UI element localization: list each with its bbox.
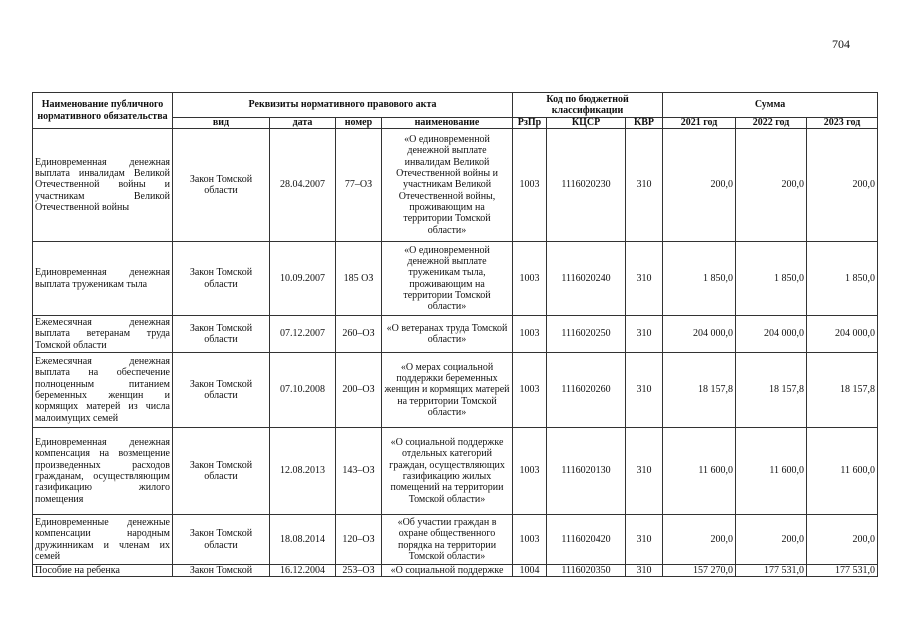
type-cell: Закон Томской области [173,428,270,515]
date-cell: 18.08.2014 [270,515,336,565]
kvr-cell: 310 [626,316,663,353]
kvr-cell: 310 [626,242,663,316]
header-2021: 2021 год [663,118,736,129]
rzpr-cell: 1003 [513,353,547,428]
page-number: 704 [832,37,850,51]
kcsr-cell: 1116020230 [547,129,626,242]
title-cell: «О единовременной денежной выплате инвалидам Великой Отечественной войны и участникам Великой Отечественной войны, проживающим на территории Томской области» [382,129,513,242]
kvr-cell: 310 [626,129,663,242]
number-cell: 260–ОЗ [336,316,382,353]
header-kcsr: КЦСР [547,118,626,129]
table-row [33,316,878,353]
kvr-cell: 310 [626,515,663,565]
sum-2022-cell: 204 000,0 [736,316,807,353]
sum-2022-cell: 18 157,8 [736,353,807,428]
number-cell: 200–ОЗ [336,353,382,428]
header-title: наименование [382,118,513,129]
table-row [33,353,878,428]
kvr-cell: 310 [626,565,663,577]
date-cell: 12.08.2013 [270,428,336,515]
number-cell: 77–ОЗ [336,129,382,242]
obligation-cell: Единовременная денежная выплата труженикам тыла [33,242,173,316]
kcsr-cell: 1116020250 [547,316,626,353]
date-cell: 16.12.2004 [270,565,336,577]
header-rzpr: РзПр [513,118,547,129]
obligation-cell: Ежемесячная денежная выплата на обеспечение полноценным питанием беременных женщин и кормящих матерей из числа малоимущих семей [33,353,173,428]
kcsr-cell: 1116020260 [547,353,626,428]
sum-2021-cell: 157 270,0 [663,565,736,577]
sum-2022-cell: 1 850,0 [736,242,807,316]
title-cell: «Об участии граждан в охране общественного порядка на территории Томской области» [382,515,513,565]
kvr-cell: 310 [626,428,663,515]
sum-2023-cell: 1 850,0 [807,242,878,316]
number-cell: 120–ОЗ [336,515,382,565]
type-cell: Закон Томской области [173,353,270,428]
type-cell: Закон Томской области [173,242,270,316]
type-cell: Закон Томской области [173,129,270,242]
sum-2021-cell: 204 000,0 [663,316,736,353]
number-cell: 185 ОЗ [336,242,382,316]
type-cell: Закон Томской области [173,316,270,353]
header-2022: 2022 год [736,118,807,129]
sum-2023-cell: 204 000,0 [807,316,878,353]
obligation-cell: Пособие на ребенка [33,565,173,577]
kcsr-cell: 1116020130 [547,428,626,515]
table-row [33,129,878,242]
sum-2021-cell: 11 600,0 [663,428,736,515]
kcsr-cell: 1116020240 [547,242,626,316]
sum-2023-cell: 200,0 [807,129,878,242]
table-row [33,565,878,577]
rzpr-cell: 1003 [513,316,547,353]
header-sum-group: Сумма [663,93,878,118]
header-date: дата [270,118,336,129]
header-budget-group: Код по бюджетной классификации [513,93,663,118]
rzpr-cell: 1003 [513,515,547,565]
sum-2023-cell: 177 531,0 [807,565,878,577]
header-kvr: КВР [626,118,663,129]
date-cell: 07.10.2008 [270,353,336,428]
date-cell: 28.04.2007 [270,129,336,242]
sum-2023-cell: 11 600,0 [807,428,878,515]
number-cell: 143–ОЗ [336,428,382,515]
table-row [33,428,878,515]
kcsr-cell: 1116020350 [547,565,626,577]
rzpr-cell: 1003 [513,129,547,242]
rzpr-cell: 1004 [513,565,547,577]
title-cell: «О социальной поддержке отдельных категорий граждан, осуществляющих газификацию жилых помещений на территории Томской области» [382,428,513,515]
rzpr-cell: 1003 [513,428,547,515]
kvr-cell: 310 [626,353,663,428]
title-cell: «О мерах социальной поддержки беременных женщин и кормящих матерей на территории Томской области» [382,353,513,428]
type-cell: Закон Томской [173,565,270,577]
sum-2021-cell: 1 850,0 [663,242,736,316]
obligation-cell: Единовременные денежные компенсации народным дружинникам и членам их семей [33,515,173,565]
type-cell: Закон Томской области [173,515,270,565]
title-cell: «О ветеранах труда Томской области» [382,316,513,353]
sum-2021-cell: 200,0 [663,515,736,565]
header-type: вид [173,118,270,129]
obligation-cell: Единовременная денежная компенсация на возмещение произведенных расходов гражданам, осуществляющим газификацию жилого помещения [33,428,173,515]
sum-2023-cell: 18 157,8 [807,353,878,428]
header-obligation: Наименование публичного нормативного обязательства [33,93,173,129]
table-row [33,242,878,316]
sum-2021-cell: 18 157,8 [663,353,736,428]
sum-2023-cell: 200,0 [807,515,878,565]
sum-2022-cell: 11 600,0 [736,428,807,515]
header-act-group: Реквизиты нормативного правового акта [173,93,513,118]
title-cell: «О социальной поддержке [382,565,513,577]
obligation-cell: Ежемесячная денежная выплата ветеранам труда Томской области [33,316,173,353]
header-2023: 2023 год [807,118,878,129]
table-row [33,515,878,565]
kcsr-cell: 1116020420 [547,515,626,565]
rzpr-cell: 1003 [513,242,547,316]
sum-2022-cell: 177 531,0 [736,565,807,577]
obligations-table [32,92,878,577]
date-cell: 07.12.2007 [270,316,336,353]
obligation-cell: Единовременная денежная выплата инвалидам Великой Отечественной войны и участникам Великой Отечественной войны [33,129,173,242]
sum-2022-cell: 200,0 [736,129,807,242]
date-cell: 10.09.2007 [270,242,336,316]
header-row [33,93,878,118]
number-cell: 253–ОЗ [336,565,382,577]
header-number: номер [336,118,382,129]
sum-2021-cell: 200,0 [663,129,736,242]
sum-2022-cell: 200,0 [736,515,807,565]
title-cell: «О единовременной денежной выплате труженикам тыла, проживающим на территории Томской области» [382,242,513,316]
